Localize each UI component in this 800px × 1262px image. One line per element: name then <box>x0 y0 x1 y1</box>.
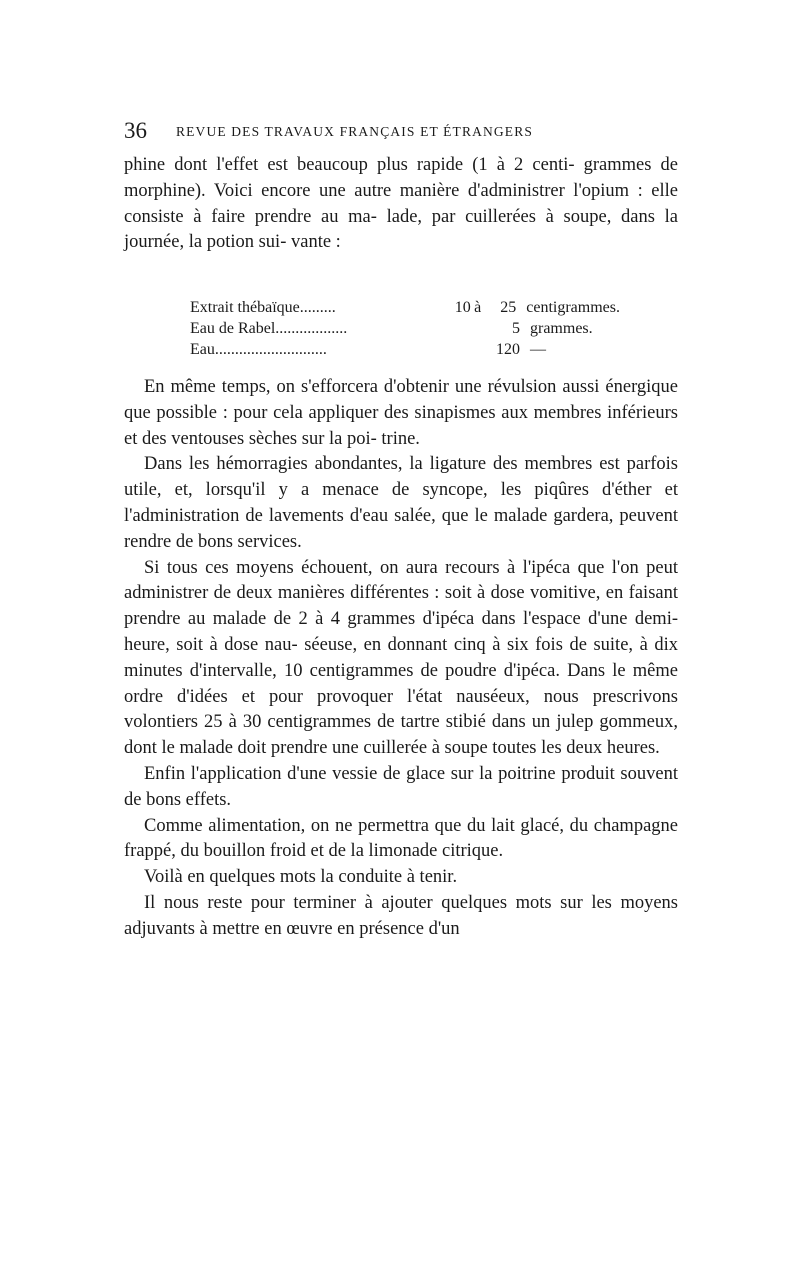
body-text-top <box>124 153 678 256</box>
dose-from <box>454 339 474 360</box>
ingredient-name: Extrait thébaïque......... <box>190 299 336 316</box>
paragraph: Comme alimentation, on ne permettra que du lait glacé, du champagne frappé, du bouillon froid et de la limonade citrique. <box>124 815 678 862</box>
dose-from <box>454 318 474 339</box>
page-header <box>124 118 678 146</box>
dose-to: 120 <box>496 341 520 358</box>
running-title: REVUE DES TRAVAUX FRANÇAIS ET ÉTRANGERS <box>176 124 534 139</box>
body-text-bottom <box>124 375 678 943</box>
prescription-row <box>190 339 620 360</box>
dose-range-word <box>474 318 488 339</box>
dose-to: 5 <box>512 320 520 337</box>
dose-unit: grammes. <box>530 320 593 337</box>
paragraph: Enfin l'application d'une vessie de glace sur la poitrine produit souvent de bons effets. <box>124 763 678 810</box>
paragraph: Dans les hémorragies abondantes, la ligature des membres est parfois utile, et, lorsqu'il y a menace de syncope, les piqûres d'éther et l'administration de lavements d'eau salée, que le malade gardera, peuvent rendre de bons services. <box>124 454 678 552</box>
page-number: 36 <box>124 118 147 143</box>
paragraph: En même temps, on s'efforcera d'obtenir une révulsion aussi énergique que possible : pour cela appliquer des sinapismes aux membres inférieurs et des ventouses sèches sur la poi- trine. <box>124 377 678 449</box>
dose-range-word <box>474 339 488 360</box>
paragraph: Il nous reste pour terminer à ajouter quelques mots sur les moyens adjuvants à mettre en œuvre en présence d'un <box>124 892 678 939</box>
dose-from: 10 <box>454 299 471 316</box>
prescription-row <box>190 318 620 339</box>
ingredient-name: Eau............................ <box>190 341 327 358</box>
paragraph: Voilà en quelques mots la conduite à tenir. <box>144 867 458 888</box>
prescription-table <box>190 297 620 360</box>
paragraph: phine dont l'effet est beaucoup plus rapide (1 à 2 centi- grammes de morphine). Voici encore une autre manière d'administrer l'opium : elle consiste à faire prendre au ma- lade, par cuillerées à soupe, dans la journée, la potion sui- vante : <box>124 155 678 253</box>
paragraph: Si tous ces moyens échouent, on aura recours à l'ipéca que l'on peut administrer de deux manières différentes : soit à dose vomitive, en faisant prendre au malade de 2 à 4 grammes d'ipéca dans l'espace d'une demi-heure, soit à dose nau- séeuse, en donnant cinq à six fois de suite, à dix minutes d'intervalle, 10 centigrammes de poudre d'ipéca. Dans le même ordre d'idées et pour provoquer l'état nauséeux, nous prescrivons volontiers 25 à 30 centigrammes de tartre stibié dans un julep gommeux, dont le malade doit prendre une cuillerée à soupe toutes les deux heures. <box>124 557 678 759</box>
dose-unit: centigrammes. <box>526 299 620 316</box>
dose-to: 25 <box>500 299 517 316</box>
dose-unit: — <box>530 341 546 358</box>
prescription-row <box>190 297 620 318</box>
dose-range-word: à <box>474 299 482 316</box>
ingredient-name: Eau de Rabel.................. <box>190 320 348 337</box>
